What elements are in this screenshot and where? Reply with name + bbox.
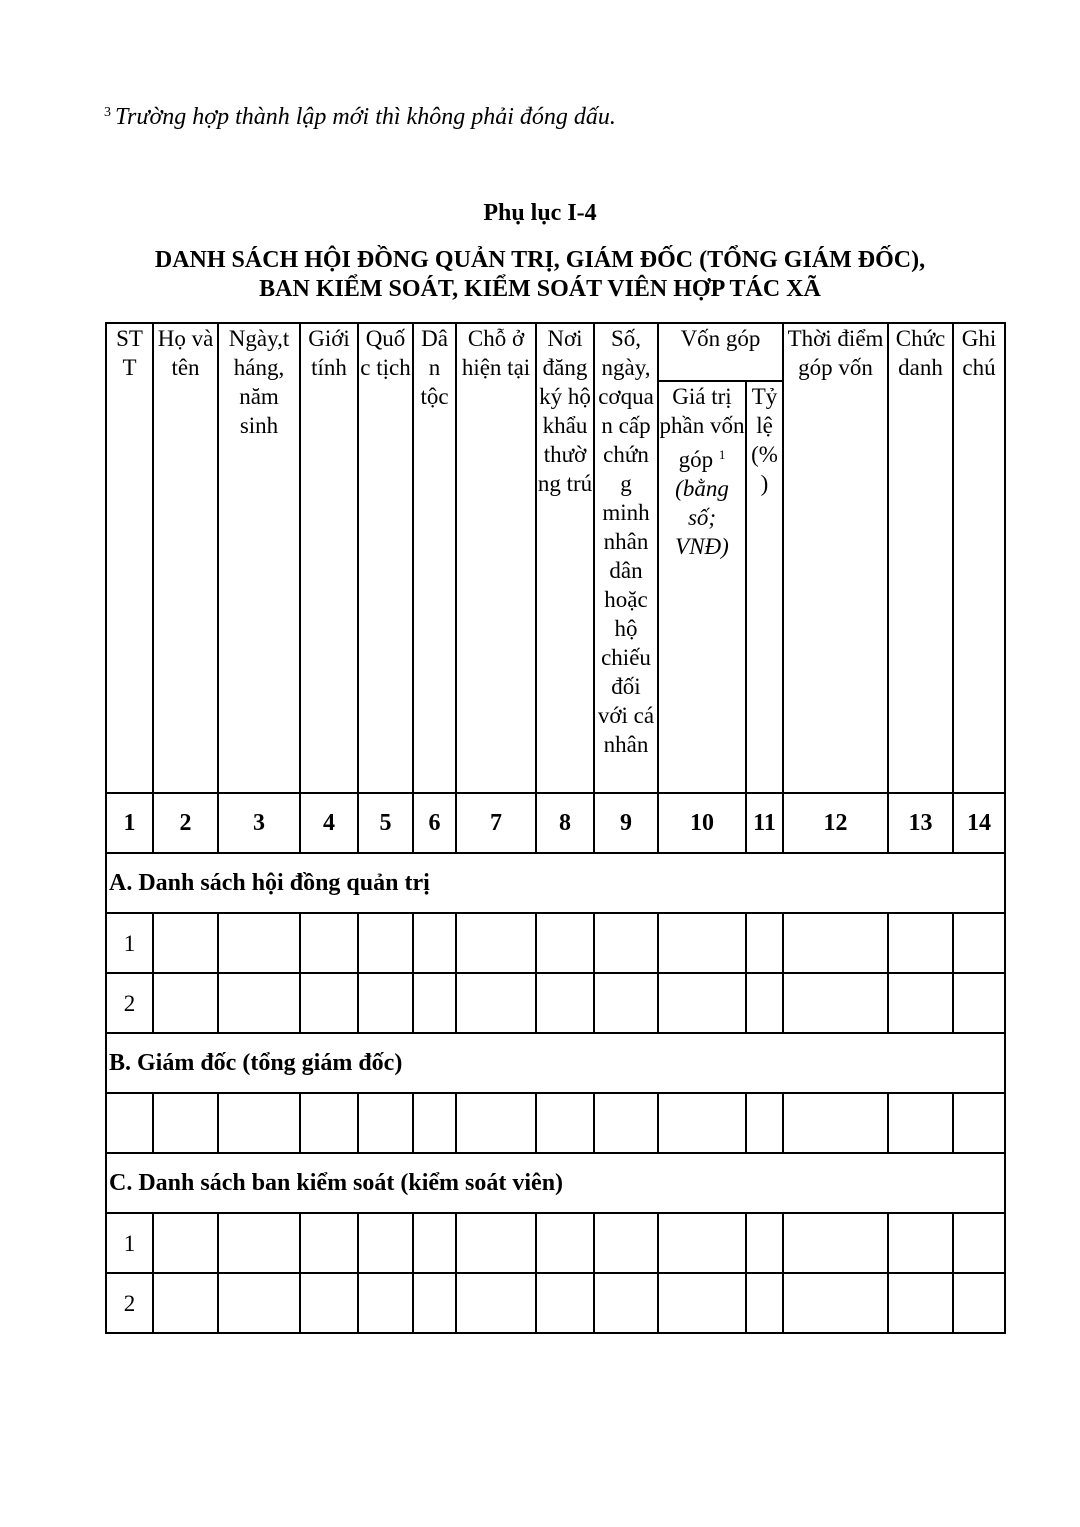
cell[interactable] <box>358 1213 413 1273</box>
cell[interactable] <box>413 913 456 973</box>
header-permanent-residence: Nơi đăng ký hộ khẩu thườ ng trú <box>536 323 594 793</box>
cell[interactable] <box>153 913 218 973</box>
header-contribution-time: Thời điểm góp vốn <box>783 323 888 793</box>
cell[interactable] <box>300 913 358 973</box>
column-number: 9 <box>594 793 658 853</box>
row-index: 2 <box>106 1273 153 1333</box>
header-gender: Giới tính <box>300 323 358 793</box>
table-row <box>106 1093 1005 1153</box>
appendix-label: Phụ lục I-4 <box>483 200 597 226</box>
cell[interactable] <box>658 913 746 973</box>
column-number: 1 <box>106 793 153 853</box>
cell[interactable] <box>783 1213 888 1273</box>
cell[interactable] <box>783 913 888 973</box>
cell[interactable] <box>783 973 888 1033</box>
cell[interactable] <box>413 973 456 1033</box>
cell[interactable] <box>888 913 953 973</box>
cell[interactable] <box>594 913 658 973</box>
table-row <box>106 1213 1005 1273</box>
cell[interactable] <box>783 1273 888 1333</box>
cell[interactable] <box>888 973 953 1033</box>
cell[interactable] <box>746 913 783 973</box>
column-number: 5 <box>358 793 413 853</box>
section-a-row <box>106 853 1005 913</box>
cell[interactable] <box>358 913 413 973</box>
cell[interactable] <box>358 1273 413 1333</box>
title-line-2: BAN KIỂM SOÁT, KIỂM SOÁT VIÊN HỢP TÁC XÃ <box>259 276 821 302</box>
cell[interactable] <box>300 1093 358 1153</box>
column-number: 12 <box>783 793 888 853</box>
cell[interactable] <box>413 1213 456 1273</box>
cell[interactable] <box>536 913 594 973</box>
column-number: 3 <box>218 793 300 853</box>
column-number: 2 <box>153 793 218 853</box>
capital-value-label: Giá trị phần vốn góp <box>659 384 745 472</box>
cell[interactable] <box>218 1213 300 1273</box>
cell[interactable] <box>746 1093 783 1153</box>
cell[interactable] <box>888 1273 953 1333</box>
table-row <box>106 973 1005 1033</box>
header-capital: Vốn góp <box>658 323 783 381</box>
section-c-title: C. Danh sách ban kiểm soát (kiểm soát viên) <box>106 1153 1005 1213</box>
cell[interactable] <box>456 913 536 973</box>
column-number: 8 <box>536 793 594 853</box>
column-number: 7 <box>456 793 536 853</box>
cell[interactable] <box>953 1213 1005 1273</box>
footnote-mark: 3 <box>104 105 111 120</box>
row-index: 2 <box>106 973 153 1033</box>
section-c-row <box>106 1153 1005 1213</box>
cell[interactable] <box>658 973 746 1033</box>
capital-value-note: (bằng số; VNĐ) <box>675 476 729 559</box>
cell[interactable] <box>888 1093 953 1153</box>
cell[interactable] <box>300 1213 358 1273</box>
header-note: Ghi chú <box>953 323 1005 793</box>
column-number: 14 <box>953 793 1005 853</box>
header-id-document: Số, ngày, cơqua n cấp chứn g minh nhân dân hoặc hộ chiếu đối với cá nhân <box>594 323 658 793</box>
header-nationality: Quố c tịch <box>358 323 413 793</box>
cell[interactable] <box>358 973 413 1033</box>
cell[interactable] <box>594 973 658 1033</box>
header-ethnicity: Dâ n tộc <box>413 323 456 793</box>
capital-value-note-mark: 1 <box>718 447 726 462</box>
table-row <box>106 913 1005 973</box>
cell[interactable] <box>953 973 1005 1033</box>
column-number: 13 <box>888 793 953 853</box>
cell[interactable] <box>658 1093 746 1153</box>
footnote-text: Trường hợp thành lập mới thì không phải đóng dấu. <box>115 104 616 130</box>
cell[interactable] <box>536 1093 594 1153</box>
cell[interactable] <box>218 913 300 973</box>
cell[interactable] <box>536 1213 594 1273</box>
header-dob: Ngày,t háng, năm sinh <box>218 323 300 793</box>
cell[interactable] <box>456 973 536 1033</box>
section-b-title: B. Giám đốc (tổng giám đốc) <box>106 1033 1005 1093</box>
cell[interactable] <box>218 973 300 1033</box>
cell[interactable] <box>218 1093 300 1153</box>
row-index: 1 <box>106 1213 153 1273</box>
column-number: 6 <box>413 793 456 853</box>
column-number: 4 <box>300 793 358 853</box>
document-title <box>0 246 1080 304</box>
cell[interactable] <box>658 1273 746 1333</box>
header-name: Họ và tên <box>153 323 218 793</box>
column-number: 11 <box>746 793 783 853</box>
cell[interactable] <box>106 1093 153 1153</box>
cell[interactable] <box>153 1213 218 1273</box>
cell[interactable] <box>594 1093 658 1153</box>
cell[interactable] <box>456 1213 536 1273</box>
cell[interactable] <box>746 973 783 1033</box>
column-number: 10 <box>658 793 746 853</box>
cell[interactable] <box>953 1093 1005 1153</box>
cell[interactable] <box>536 973 594 1033</box>
header-stt: ST T <box>106 323 153 793</box>
header-capital-value <box>658 381 746 793</box>
cell[interactable] <box>300 1273 358 1333</box>
table-row <box>106 1273 1005 1333</box>
section-a-title: A. Danh sách hội đồng quản trị <box>106 853 1005 913</box>
cell[interactable] <box>153 973 218 1033</box>
header-row-1 <box>106 323 1005 381</box>
cell[interactable] <box>300 973 358 1033</box>
cell[interactable] <box>658 1213 746 1273</box>
header-residence: Chỗ ở hiện tại <box>456 323 536 793</box>
cell[interactable] <box>413 1093 456 1153</box>
cell[interactable] <box>953 1273 1005 1333</box>
section-b-row <box>106 1033 1005 1093</box>
cell[interactable] <box>456 1273 536 1333</box>
column-number-row <box>106 793 1005 853</box>
cell[interactable] <box>953 913 1005 973</box>
cell[interactable] <box>888 1213 953 1273</box>
row-index: 1 <box>106 913 153 973</box>
header-position: Chức danh <box>888 323 953 793</box>
title-line-1: DANH SÁCH HỘI ĐỒNG QUẢN TRỊ, GIÁM ĐỐC (TỔNG GIÁM ĐỐC), <box>154 247 926 273</box>
cell[interactable] <box>536 1273 594 1333</box>
roster-table <box>105 322 1006 1334</box>
cell[interactable] <box>153 1273 218 1333</box>
header-capital-ratio: Tỷ lệ (% ) <box>746 381 783 793</box>
cell[interactable] <box>594 1273 658 1333</box>
cell[interactable] <box>746 1213 783 1273</box>
cell[interactable] <box>456 1093 536 1153</box>
cell[interactable] <box>358 1093 413 1153</box>
cell[interactable] <box>783 1093 888 1153</box>
cell[interactable] <box>153 1093 218 1153</box>
cell[interactable] <box>413 1273 456 1333</box>
cell[interactable] <box>218 1273 300 1333</box>
cell[interactable] <box>594 1213 658 1273</box>
cell[interactable] <box>746 1273 783 1333</box>
footnote <box>104 104 616 131</box>
